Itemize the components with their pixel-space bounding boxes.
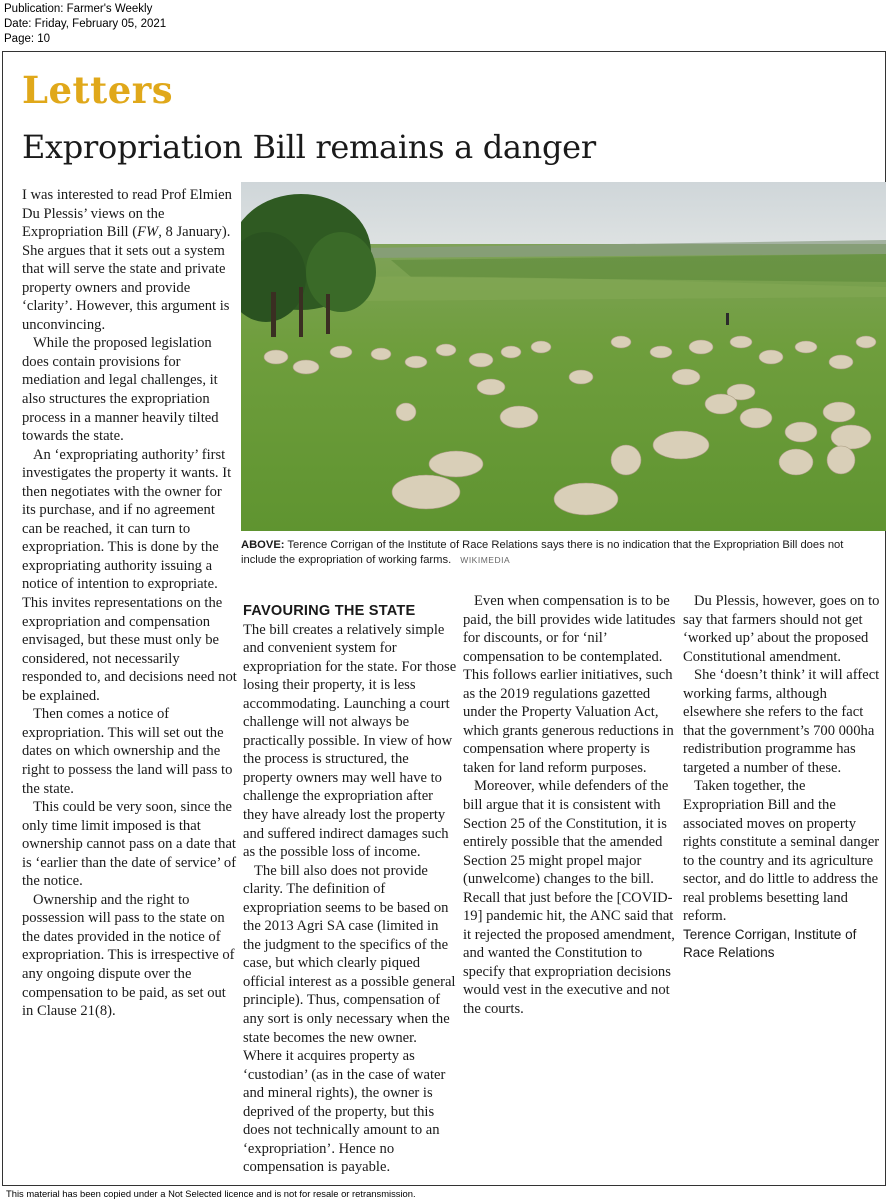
paragraph: The bill also does not provide clarity. The definition of expropriation seems to be based on the 2013 Agri SA case (limited in the judgment to the specifics of the case, but which clearly piqued official interest as a possible general principle). Thus, compensation of any sort is only necessary when the state becomes the new owner. Where it acquires property as ‘custodian’ (as in the case of water and mineral rights), the owner is deprived of the property, but this does not technically amount to an ‘expropriation’. Hence no compensation is payable.: [243, 862, 456, 1176]
article-column-4: [683, 592, 885, 963]
section-title: Letters: [22, 68, 174, 112]
caption-label: ABOVE:: [241, 539, 285, 551]
subheading: FAVOURING THE STATE: [243, 603, 416, 619]
publication-date: Date: Friday, February 05, 2021: [4, 18, 167, 30]
paragraph: Moreover, while defenders of the bill argue that it is consistent with Section 25 of the Constitution, it is entirely possible that the amended Section 25 might propel major (unwelcome) changes to the bill. Recall that just before the [COVID-19] pandemic hit, the ANC said that it rejected the proposed amendment, and wanted the Constitution to specify that expropriation decisions would vest in the executive and not the courts.: [463, 778, 675, 1018]
paragraph: This could be very soon, since the only time limit imposed is that ownership cannot pass on a date that is ‘earlier than the date of service’ of the notice.: [22, 799, 237, 890]
caption-text: Terence Corrigan of the Institute of Race Relations says there is no indication that the Expropriation Bill does not include the expropriation of working farms.: [241, 539, 844, 566]
article-headline: Expropriation Bill remains a danger: [22, 128, 596, 166]
publication-metadata: [4, 2, 166, 47]
paragraph: Then comes a notice of expropriation. This will set out the dates on which ownership and the right to possess the land will pass to the state.: [22, 706, 233, 797]
page-number: Page: 10: [4, 33, 51, 45]
author-signature: Terence Corrigan, Institute of Race Relations: [683, 926, 857, 961]
paragraph: Taken together, the Expropriation Bill and the associated moves on property rights constitute a seminal danger to the country and its agriculture sector, and do little to address the real problems besetting land reform.: [683, 778, 880, 925]
copyright-footer: This material has been copied under a Not Selected licence and is not for resale or retransmission.: [6, 1188, 416, 1199]
photo-credit: WIKIMEDIA: [460, 555, 511, 565]
farmer-figure: [726, 313, 729, 325]
paragraph: While the proposed legislation does contain provisions for mediation and legal challenges, it also structures the expropriation process in a manner heavily tilted towards the state.: [22, 335, 219, 445]
paragraph: She ‘doesn’t think’ it will affect working farms, although elsewhere she refers to the fact that the government’s 700 000ha redistribution programme has targeted a number of these.: [683, 667, 880, 776]
paragraph: Even when compensation is to be paid, the bill provides wide latitudes for discounts, or for ‘nil’ compensation to be contemplated. This follows earlier initiatives, such as the 2019 regulations gazetted under the Property Valuation Act, which grants generous reductions in compensation where property is taken for land reform purposes.: [463, 593, 676, 776]
photo-caption: [241, 538, 881, 568]
paragraph: An ‘expropriating authority’ first investigates the property it wants. It then negotiates with the owner for its purchase, and if no agreement can be reached, it can turn to expropriation. This is done by the expropriating authority issuing a notice of intention to expropriate. This invites representations on the expropriation and compensation envisaged, but these must only be considered, not necessarily responded to, and decisions need not be explained.: [22, 446, 237, 704]
article-column-3: [463, 592, 678, 1019]
paragraph: I was interested to read Prof Elmien Du Plessis’ views on the Expropriation Bill (FW, 8 January). She argues that it sets out a system that will serve the state and private property owners and provide ‘clarity’. However, this argument is unconvincing.: [22, 187, 232, 333]
sheep-pasture-illustration: [241, 182, 886, 531]
article-photo: [241, 182, 886, 531]
article-column-2: [243, 592, 458, 1177]
fw-abbrev: FW: [137, 224, 159, 241]
publication-name: Publication: Farmer's Weekly: [4, 3, 153, 15]
article-column-1: [22, 186, 237, 1021]
paragraph: The bill creates a relatively simple and convenient system for expropriation for the state. For those losing their property, it is less accommodating. Launching a court challenge will not always be practically possible. In view of how the process is structured, the property owners may well have to challenge the expropriation after they have already lost the property and suffered indirect damages such as the possible loss of income.: [243, 621, 457, 861]
paragraph: Du Plessis, however, goes on to say that farmers should not get ‘worked up’ about the proposed Constitutional amendment.: [683, 593, 880, 665]
paragraph: Ownership and the right to possession will pass to the state on the dates provided in the notice of expropriation. This is irrespective of any ongoing dispute over the compensation to be paid, as set out in Clause 21(8).: [22, 891, 235, 1020]
